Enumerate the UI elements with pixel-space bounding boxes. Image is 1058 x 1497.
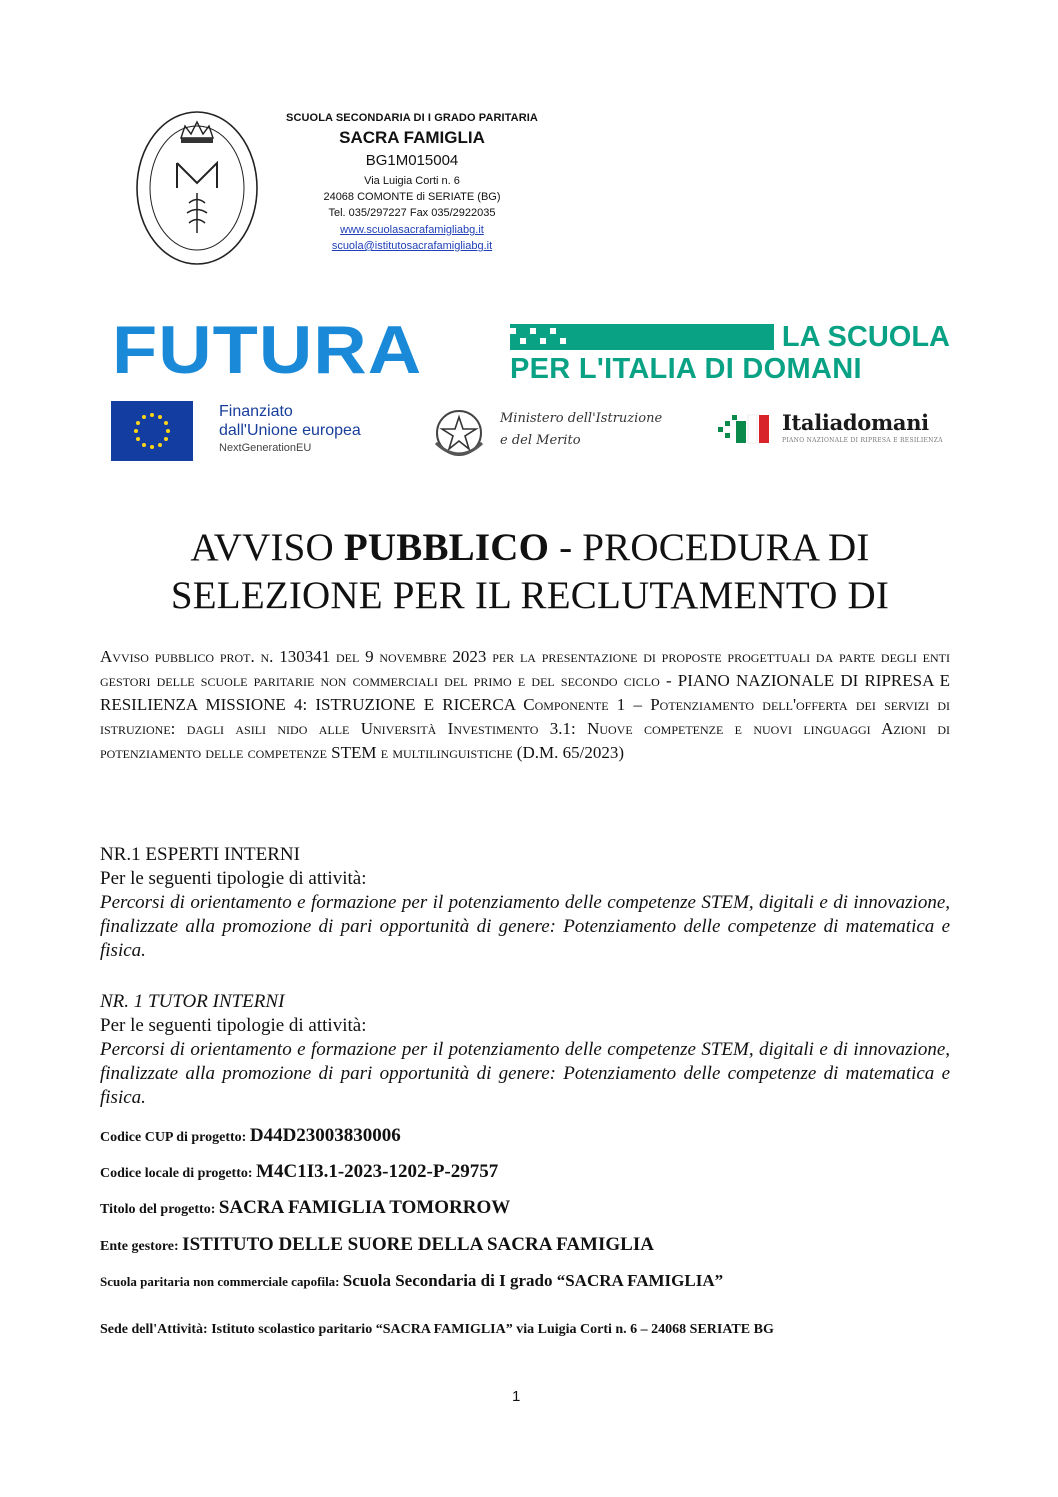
experts-description: Percorsi di orientamento e formazione per il potenziamento delle competenze STEM, digitali e di innovazione, finalizzate alla promozione di pari opportunità di genere: Potenziamento delle competenze di matematica e fisica.: [100, 892, 950, 961]
eu-line-3: NextGenerationEU: [219, 442, 312, 454]
title-part-3: - PROCEDURA DI: [549, 526, 870, 569]
field-value: ISTITUTO DELLE SUORE DELLA SACRA FAMIGLIA: [182, 1234, 654, 1255]
field-value: Istituto scolastico paritario “SACRA FAMIGLIA” via Luigia Corti n. 6 – 24068 SERIATE BG: [211, 1322, 774, 1337]
ministero-line-1: Ministero dell'Istruzione: [500, 411, 663, 426]
field-value: M4C1I3.1-2023-1202-P-29757: [256, 1161, 499, 1182]
intro-paragraph: Avviso pubblico prot. n. 130341 del 9 novembre 2023 per la presentazione di proposte progettuali da parte degli enti gestori delle scuole paritarie non commerciali del primo e del secondo ciclo - PIANO NAZIONALE DI RIPRESA E RESILIENZA MISSIONE 4: ISTRUZIONE E RICERCA Componente 1 – Potenziamento dell'offerta dei servizi di istruzione: dagli asili nido alle Università Investimento 3.1: Nuove competenze e nuovi linguaggi Azioni di potenziamento delle competenze STEM e multilinguistiche (D.M. 65/2023): [100, 647, 950, 762]
field-key: Codice locale di progetto:: [100, 1166, 257, 1181]
ministero-line-2: e del Merito: [500, 433, 581, 448]
eu-line-1: Finanziato: [219, 403, 293, 420]
title-part-1: AVVISO: [190, 526, 344, 569]
field-cup: [100, 1125, 960, 1147]
field-key: Codice CUP di progetto:: [100, 1130, 250, 1145]
ministero-logo-text: [500, 408, 662, 452]
title-line-2: SELEZIONE PER IL RECLUTAMENTO DI: [170, 574, 890, 617]
tagline-line-1: LA SCUOLA: [781, 321, 950, 353]
field-key: Scuola paritaria non commerciale capofila:: [100, 1274, 343, 1289]
school-type: SCUOLA SECONDARIA DI I GRADO PARITARIA: [286, 112, 538, 124]
experts-heading: NR.1 ESPERTI INTERNI: [100, 844, 300, 865]
tagline-bar-graphic: [510, 324, 774, 350]
page-number: 1: [512, 1388, 521, 1405]
eu-flag-icon: [111, 401, 193, 461]
field-value: SACRA FAMIGLIA TOMORROW: [218, 1197, 511, 1218]
school-city: 24068 COMONTE di SERIATE (BG): [323, 191, 501, 203]
experts-label: Per le seguenti tipologie di attività:: [100, 868, 367, 889]
italiadomani-name: Italiadomani: [782, 410, 929, 435]
italiadomani-logo: [782, 410, 943, 444]
tutors-label: Per le seguenti tipologie di attività:: [100, 1015, 367, 1036]
tutors-section: [100, 990, 950, 1110]
field-local-code: [100, 1161, 960, 1183]
field-value: D44D23003830006: [249, 1125, 401, 1146]
document-title: [60, 524, 1000, 620]
school-phone: Tel. 035/297227 Fax 035/2922035: [328, 207, 496, 219]
futura-logo: FUTURA: [112, 311, 423, 388]
tutors-heading: NR. 1 TUTOR INTERNI: [100, 991, 285, 1012]
school-seal-logo: [133, 108, 261, 268]
experts-section: [100, 843, 950, 963]
tagline-line-2: PER L'ITALIA DI DOMANI: [510, 353, 862, 385]
school-street: Via Luigia Corti n. 6: [364, 175, 460, 187]
eu-funding-text: [219, 402, 361, 454]
field-key: Titolo del progetto:: [100, 1202, 219, 1217]
school-email-link[interactable]: scuola@istitutosacrafamigliabg.it: [331, 240, 493, 252]
field-activity-location: [100, 1320, 960, 1338]
eu-line-2: dall'Unione europea: [219, 422, 361, 439]
field-key: Sede dell'Attività:: [100, 1322, 212, 1337]
italiadomani-icon: [716, 413, 772, 445]
field-key: Ente gestore:: [100, 1239, 183, 1254]
school-info: [272, 112, 552, 252]
field-managing-body: [100, 1234, 960, 1256]
field-lead-school: [100, 1271, 960, 1291]
tutors-description: Percorsi di orientamento e formazione per il potenziamento delle competenze STEM, digitali e di innovazione, finalizzate alla promozione di pari opportunità di genere: Potenziamento delle competenze di matematica e fisica.: [100, 1039, 950, 1108]
italian-republic-emblem-icon: [428, 403, 490, 463]
futura-tagline: [510, 322, 950, 386]
school-website-link[interactable]: www.scuolasacrafamigliabg.it: [340, 224, 484, 236]
school-code: BG1M015004: [365, 152, 459, 169]
field-value: Scuola Secondaria di I grado “SACRA FAMIGLIA”: [342, 1271, 724, 1290]
pixel-pattern-icon: [510, 324, 570, 350]
school-name: SACRA FAMIGLIA: [339, 128, 485, 147]
italiadomani-subtitle: PIANO NAZIONALE DI RIPRESA E RESILIENZA: [782, 437, 943, 444]
field-project-title: [100, 1197, 960, 1219]
title-part-2: PUBBLICO: [343, 526, 550, 569]
